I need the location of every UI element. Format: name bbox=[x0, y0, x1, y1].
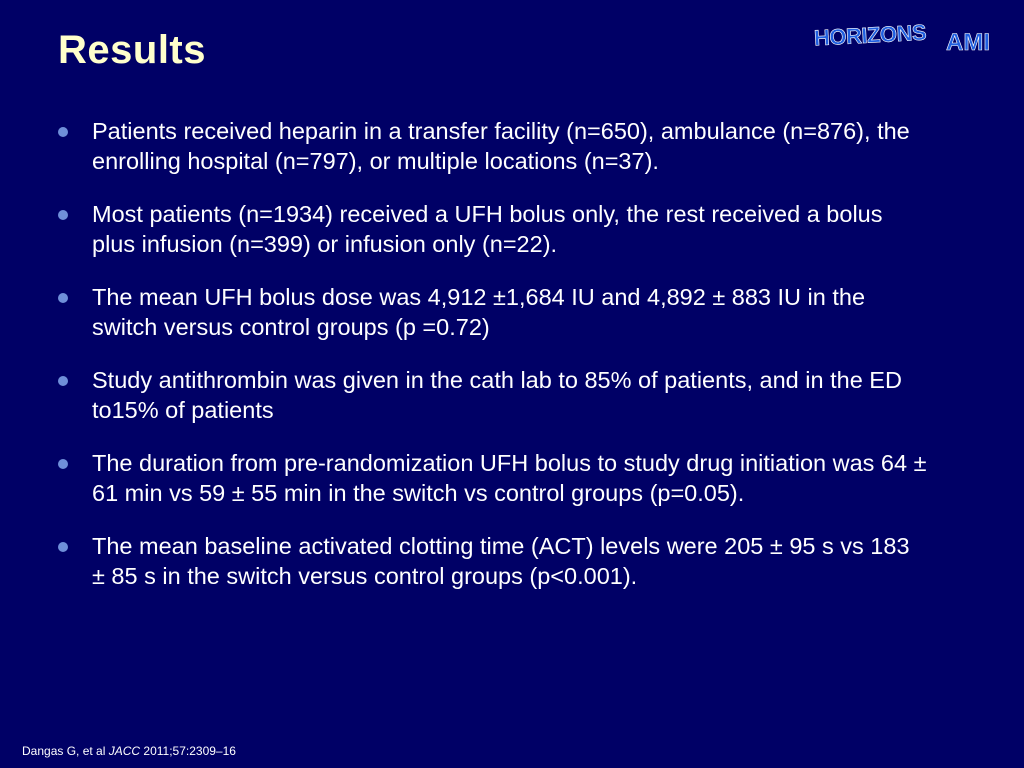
logo-text-horizons: HORIZONS bbox=[813, 19, 927, 51]
bullet-dot-icon bbox=[58, 542, 68, 552]
bullet-text: The mean baseline activated clotting time (ACT) levels were 205 ± 95 s vs 183 ± 85 s in the switch versus control groups (p<0.001). bbox=[92, 533, 910, 589]
citation-authors: Dangas G, et al bbox=[22, 744, 109, 758]
bullet-item bbox=[58, 365, 928, 425]
logo-text-ami: AMI bbox=[946, 29, 990, 56]
bullet-text: Most patients (n=1934) received a UFH bolus only, the rest received a bolus plus infusion (n=399) or infusion only (n=22). bbox=[92, 201, 883, 257]
bullet-dot-icon bbox=[58, 293, 68, 303]
citation-journal: JACC bbox=[108, 744, 141, 758]
results-bullet-list bbox=[58, 116, 928, 614]
bullet-item bbox=[58, 282, 928, 342]
bullet-item bbox=[58, 531, 928, 591]
bullet-text: The duration from pre-randomization UFH bolus to study drug initiation was 64 ± 61 min vs 59 ± 55 min in the switch vs control groups (p=0.05). bbox=[92, 450, 927, 506]
bullet-text: The mean UFH bolus dose was 4,912 ±1,684 IU and 4,892 ± 883 IU in the switch versus control groups (p =0.72) bbox=[92, 284, 866, 340]
bullet-text: Study antithrombin was given in the cath lab to 85% of patients, and in the ED to15% of patients bbox=[92, 367, 902, 423]
citation bbox=[22, 744, 236, 758]
horizons-ami-logo bbox=[812, 16, 1008, 60]
bullet-dot-icon bbox=[58, 210, 68, 220]
bullet-dot-icon bbox=[58, 376, 68, 386]
bullet-item bbox=[58, 199, 928, 259]
bullet-dot-icon bbox=[58, 459, 68, 469]
bullet-text: Patients received heparin in a transfer facility (n=650), ambulance (n=876), the enrolling hospital (n=797), or multiple locations (n=37). bbox=[92, 118, 910, 174]
bullet-dot-icon bbox=[58, 127, 68, 137]
logo-graphic bbox=[812, 16, 1008, 60]
bullet-item bbox=[58, 116, 928, 176]
bullet-item bbox=[58, 448, 928, 508]
slide-title: Results bbox=[58, 28, 206, 72]
citation-reference: 2011;57:2309–16 bbox=[140, 744, 236, 758]
